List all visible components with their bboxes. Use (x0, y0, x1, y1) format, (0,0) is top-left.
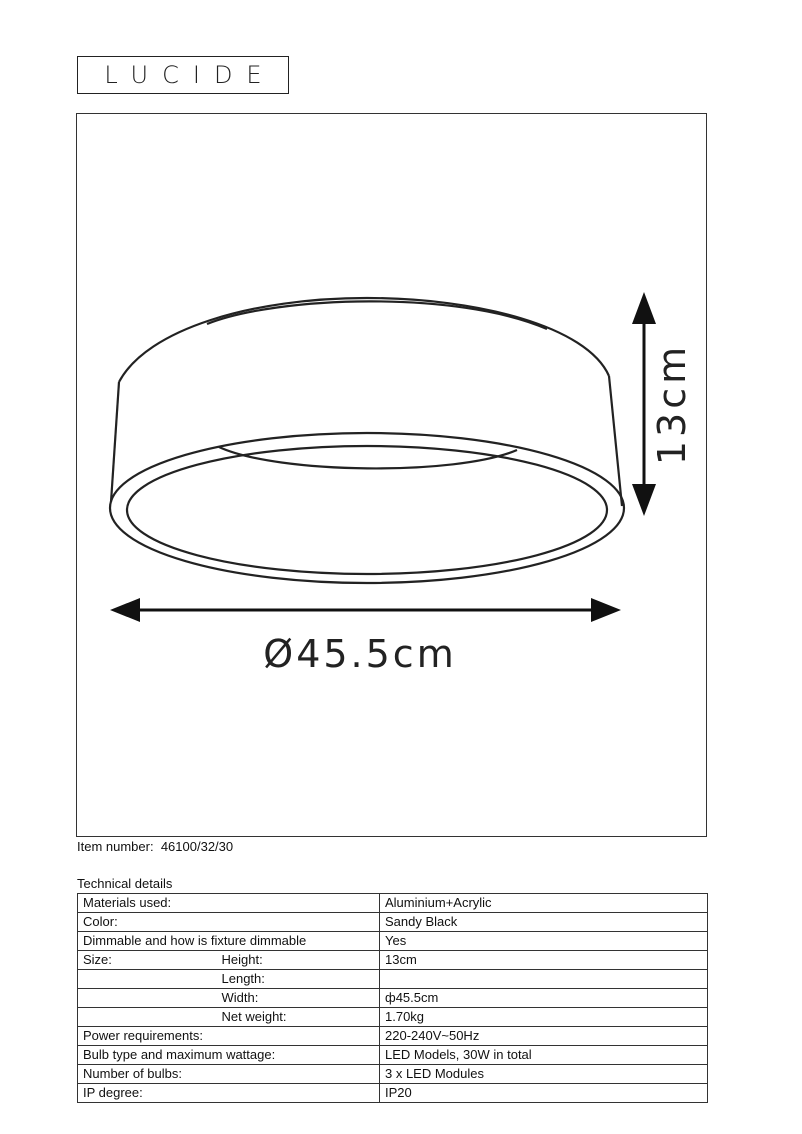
fixture-inner-bottom-ring (127, 446, 607, 574)
height-label: 13cm (650, 342, 694, 466)
spec-value (380, 970, 708, 989)
diameter-label: Ø45.5cm (263, 632, 457, 676)
spec-value: Aluminium+Acrylic (380, 894, 708, 913)
fixture-top-rim (119, 298, 609, 382)
spec-value: 1.70kg (380, 1008, 708, 1027)
spec-label (78, 989, 218, 1008)
fixture-right-side (609, 376, 622, 506)
spec-value: Yes (380, 932, 708, 951)
fixture-left-side (111, 382, 119, 502)
spec-row (78, 951, 708, 970)
spec-value: Sandy Black (380, 913, 708, 932)
spec-label (78, 1008, 218, 1027)
spec-label: Size: (78, 951, 218, 970)
technical-details-table (77, 893, 708, 1103)
brand-logo (77, 56, 289, 94)
fixture-top-back-edge (207, 301, 547, 329)
spec-sublabel: Height: (218, 951, 380, 970)
spec-row (78, 1008, 708, 1027)
spec-value: 3 x LED Modules (380, 1065, 708, 1084)
item-number-label: Item number: (77, 839, 154, 854)
spec-row (78, 913, 708, 932)
spec-label: Number of bulbs: (78, 1065, 380, 1084)
product-line-drawing (77, 114, 708, 838)
item-number-value: 46100/32/30 (160, 839, 234, 854)
product-drawing-frame (76, 113, 707, 837)
spec-label: Dimmable and how is fixture dimmable (78, 932, 380, 951)
spec-label: IP degree: (78, 1084, 380, 1103)
spec-value: LED Models, 30W in total (380, 1046, 708, 1065)
spec-label: Materials used: (78, 894, 380, 913)
spec-label: Power requirements: (78, 1027, 380, 1046)
spec-row (78, 1084, 708, 1103)
diameter-dimension-arrow (110, 598, 621, 622)
spec-row (78, 989, 708, 1008)
item-number (77, 839, 233, 854)
spec-sublabel: Length: (218, 970, 380, 989)
spec-value: IP20 (380, 1084, 708, 1103)
spec-value: 13cm (380, 951, 708, 970)
spec-value: ф45.5cm (380, 989, 708, 1008)
spec-row (78, 1027, 708, 1046)
spec-row (78, 1046, 708, 1065)
spec-row (78, 970, 708, 989)
spec-row (78, 1065, 708, 1084)
spec-sublabel: Net weight: (218, 1008, 380, 1027)
spec-value: 220-240V~50Hz (380, 1027, 708, 1046)
spec-label: Bulb type and maximum wattage: (78, 1046, 380, 1065)
spec-row (78, 932, 708, 951)
spec-label: Color: (78, 913, 380, 932)
technical-details-heading: Technical details (77, 876, 173, 891)
brand-logo-text: LUCIDE (104, 61, 276, 89)
fixture-inner-shade-arc (219, 447, 517, 468)
spec-sublabel: Width: (218, 989, 380, 1008)
spec-row (78, 894, 708, 913)
spec-label (78, 970, 218, 989)
fixture-outer-bottom-ring (110, 433, 624, 583)
